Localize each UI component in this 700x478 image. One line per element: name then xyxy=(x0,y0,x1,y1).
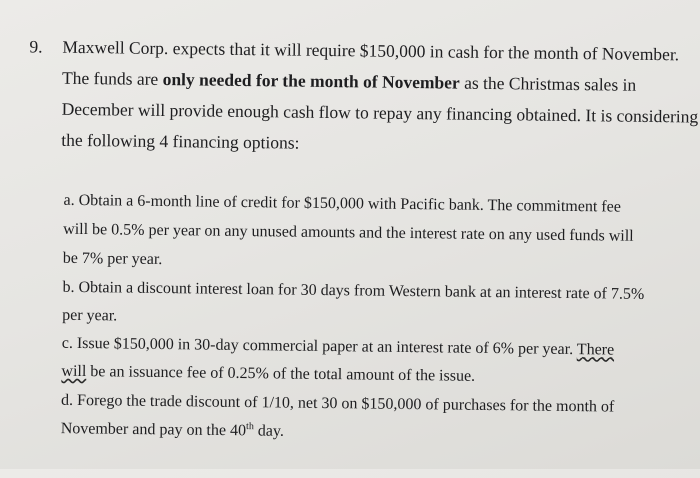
question-number: 9. xyxy=(29,36,43,57)
option-d-text: November and pay on the 40 xyxy=(60,420,247,440)
option-c-line-1 xyxy=(62,335,615,360)
option-a-line-2: will be 0.5% per year on any unused amounts and the interest rate on any used funds will xyxy=(63,220,634,245)
option-c-text-end: be an issuance fee of 0.25% of the total amount of the issue. xyxy=(86,363,476,385)
option-c-line-2 xyxy=(61,363,475,386)
ordinal-suffix: th xyxy=(246,421,254,433)
option-d-line-2 xyxy=(61,419,284,441)
option-d-line-1: d. Forego the trade discount of 1/10, net 30 on $150,000 of purchases for the month of xyxy=(61,391,615,416)
option-c-text: c. Issue $150,000 in 30-day commercial paper at an interest rate of 6% per year. xyxy=(61,334,577,359)
spellcheck-flagged-word: will xyxy=(61,362,87,381)
spellcheck-flagged-word: There xyxy=(576,341,615,359)
question-line-2-end: as the Christmas sales in xyxy=(459,72,637,95)
option-d-text-end: day. xyxy=(253,422,284,440)
question-line-2 xyxy=(62,68,636,96)
question-emphasis: only needed for the month of November xyxy=(162,68,460,93)
question-line-2-start: The funds are xyxy=(61,67,163,89)
question-line-3: December will provide enough cash flow to repay any financing obtained. It is considering xyxy=(61,98,699,127)
question-line-1: Maxwell Corp. expects that it will require $150,000 in cash for the month of November. xyxy=(62,36,680,65)
option-b-line-1: b. Obtain a discount interest loan for 30 days from Western bank at an interest rate of 7.5% xyxy=(62,278,645,303)
option-b-line-2: per year. xyxy=(62,306,118,325)
option-a-line-1: a. Obtain a 6-month line of credit for $150,000 with Pacific bank. The commitment fee xyxy=(63,191,621,216)
question-line-4: the following 4 financing options: xyxy=(61,129,300,153)
option-a-line-3: be 7% per year. xyxy=(62,249,163,269)
